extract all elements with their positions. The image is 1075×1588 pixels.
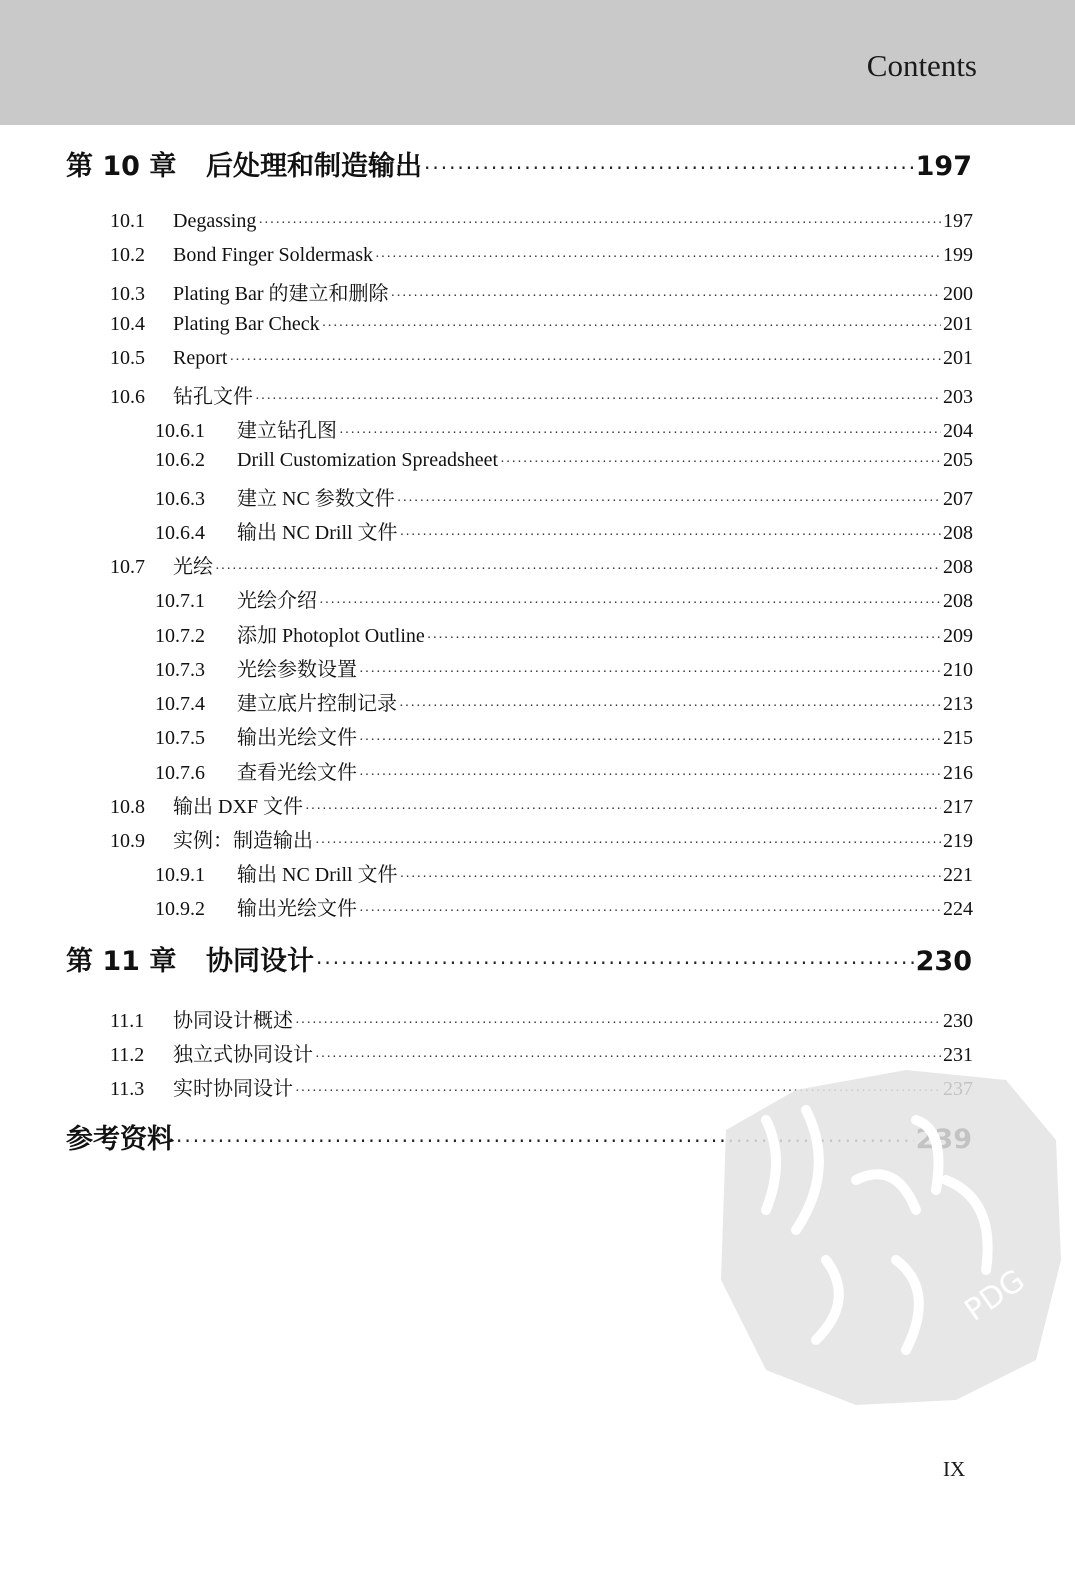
toc-page: 230 (943, 1010, 973, 1032)
toc-entry-10-2[interactable] (110, 244, 973, 267)
toc-page: 213 (943, 693, 973, 715)
toc-title: Report (173, 347, 228, 369)
toc-page: 208 (943, 522, 973, 544)
dot-leader (500, 455, 941, 471)
toc-entry-10-7[interactable] (110, 550, 973, 579)
toc-page: 197 (943, 210, 973, 232)
toc-number: 10.8 (110, 796, 145, 818)
toc-entry-10-6-4[interactable] (155, 516, 973, 545)
dot-leader (322, 319, 941, 335)
toc-title: 独立式协同设计 (173, 1044, 313, 1066)
dot-leader (399, 699, 941, 715)
dot-leader (316, 951, 914, 975)
toc-title: 协同设计概述 (173, 1010, 293, 1032)
toc-title: 输出 DXF 文件 (173, 796, 304, 818)
dot-leader (359, 904, 941, 920)
toc-number: 10.6.4 (155, 522, 205, 544)
toc-number: 10.7.4 (155, 693, 205, 715)
toc-number: 10.4 (110, 313, 145, 335)
toc-page: 201 (943, 313, 973, 335)
toc-number: 10.9.2 (155, 898, 205, 920)
toc-entry-10-7-6[interactable] (155, 756, 973, 785)
dot-leader (339, 426, 941, 442)
toc-entry-10-9[interactable] (110, 824, 973, 853)
toc-page: 217 (943, 796, 973, 818)
toc-title: 建立 NC 参数文件 (237, 488, 395, 510)
toc-entry-10-6-1[interactable] (155, 414, 973, 443)
toc-entry-10-9-1[interactable] (155, 858, 973, 887)
toc-title: Bond Finger Soldermask (173, 244, 373, 266)
toc-page: 209 (943, 625, 973, 647)
watermark-text: PDG (958, 1262, 1032, 1329)
toc-entry-10-7-5[interactable] (155, 721, 973, 750)
dot-leader (397, 494, 941, 510)
dot-leader (400, 870, 941, 886)
toc-title: 查看光绘文件 (237, 762, 357, 784)
toc-page: 208 (943, 556, 973, 578)
toc-number: 10.3 (110, 283, 145, 305)
toc-page: 231 (943, 1044, 973, 1066)
toc-number: 第 11 章 (66, 946, 177, 977)
toc-number: 11.2 (110, 1044, 145, 1066)
toc-entry-10-6[interactable] (110, 380, 973, 409)
toc-entry-10-1[interactable] (110, 210, 973, 233)
toc-title: 实时协同设计 (173, 1078, 293, 1100)
toc-number: 10.2 (110, 244, 145, 266)
toc-number: 10.7.3 (155, 659, 205, 681)
toc-page: 208 (943, 590, 973, 612)
toc-entry-10-3[interactable] (110, 277, 973, 306)
toc-title: 输出 NC Drill 文件 (237, 864, 398, 886)
toc-page: 207 (943, 488, 973, 510)
toc-entry-10-9-2[interactable] (155, 892, 973, 921)
toc-entry-10-7-3[interactable] (155, 653, 973, 682)
toc-title: Drill Customization Spreadsheet (237, 449, 499, 471)
toc-page: 197 (915, 151, 972, 182)
watermark-seal (706, 1060, 1063, 1406)
toc-page: 204 (943, 420, 973, 442)
toc-title: 光绘 (173, 556, 213, 578)
toc-entry-10-7-1[interactable] (155, 584, 973, 613)
dot-leader (255, 392, 941, 408)
toc-title: 后处理和制造输出 (206, 151, 422, 182)
toc-number: 10.7.2 (155, 625, 205, 647)
toc-title: Degassing (173, 210, 257, 232)
toc-page: 215 (943, 727, 973, 749)
toc-entry-10-8[interactable] (110, 790, 973, 819)
toc-title: 添加 Photoplot Outline (237, 625, 425, 647)
toc-entry-10-5[interactable] (110, 347, 973, 370)
toc-number: 10.5 (110, 347, 145, 369)
toc-number: 第 10 章 (66, 151, 177, 182)
toc-entry-10-7-2[interactable] (155, 619, 973, 648)
toc-number: 10.6.3 (155, 488, 205, 510)
dot-leader (258, 216, 941, 232)
toc-page: 201 (943, 347, 973, 369)
toc-title: 光绘介绍 (237, 590, 317, 612)
watermark-shape (721, 1070, 1061, 1405)
toc-page: 200 (943, 283, 973, 305)
dot-leader (359, 733, 941, 749)
toc-page: 203 (943, 386, 973, 408)
toc-title: 实例：制造输出 (173, 830, 313, 852)
dot-leader (359, 665, 941, 681)
toc-number: 10.7 (110, 556, 145, 578)
dot-leader (315, 836, 941, 852)
toc-entry-10-6-3[interactable] (155, 482, 973, 511)
page-number: IX (943, 1457, 966, 1481)
toc-chapter-10[interactable] (66, 144, 972, 183)
toc-page: 205 (943, 449, 973, 471)
toc-entry-10-4[interactable] (110, 313, 973, 336)
toc-entry-10-6-2[interactable] (155, 449, 973, 472)
toc-number: 10.6 (110, 386, 145, 408)
dot-leader (295, 1016, 941, 1032)
toc-number: 10.6.1 (155, 420, 205, 442)
toc-number: 10.7.1 (155, 590, 205, 612)
toc-number: 10.9 (110, 830, 145, 852)
dot-leader (391, 289, 941, 305)
toc-page: 210 (943, 659, 973, 681)
toc-number: 11.3 (110, 1078, 145, 1100)
toc-title: 输出 NC Drill 文件 (237, 522, 398, 544)
toc-number: 10.1 (110, 210, 145, 232)
toc-number: 10.6.2 (155, 449, 205, 471)
dot-leader (424, 156, 914, 180)
toc-chapter-11[interactable] (66, 939, 972, 978)
toc-number: 10.9.1 (155, 864, 205, 886)
dot-leader (319, 596, 941, 612)
toc-title: 钻孔文件 (173, 386, 253, 408)
toc-entry-10-7-4[interactable] (155, 687, 973, 716)
toc-number: 10.7.6 (155, 762, 205, 784)
toc-number: 11.1 (110, 1010, 145, 1032)
toc-page: 216 (943, 762, 973, 784)
dot-leader (427, 631, 941, 647)
toc-page: 199 (943, 244, 973, 266)
toc-title: Plating Bar Check (173, 313, 320, 335)
toc-page: 221 (943, 864, 973, 886)
running-header-title: Contents (866, 48, 977, 83)
toc-title: 输出光绘文件 (237, 727, 357, 749)
dot-leader (229, 353, 941, 369)
dot-leader (400, 528, 941, 544)
toc-page: 224 (943, 898, 973, 920)
toc-page: 219 (943, 830, 973, 852)
toc-title: Plating Bar 的建立和删除 (173, 283, 389, 305)
toc-entry-11-1[interactable] (110, 1004, 973, 1033)
toc-title: 建立钻孔图 (237, 420, 337, 442)
toc-page: 230 (915, 946, 972, 977)
dot-leader (375, 250, 941, 266)
dot-leader (215, 562, 941, 578)
toc-number: 10.7.5 (155, 727, 205, 749)
dot-leader (305, 802, 941, 818)
toc-title: 参考资料 (66, 1124, 174, 1155)
dot-leader (359, 768, 941, 784)
toc-title: 光绘参数设置 (237, 659, 357, 681)
toc-title: 协同设计 (206, 946, 314, 977)
toc-title: 输出光绘文件 (237, 898, 357, 920)
toc-title: 建立底片控制记录 (237, 693, 397, 715)
